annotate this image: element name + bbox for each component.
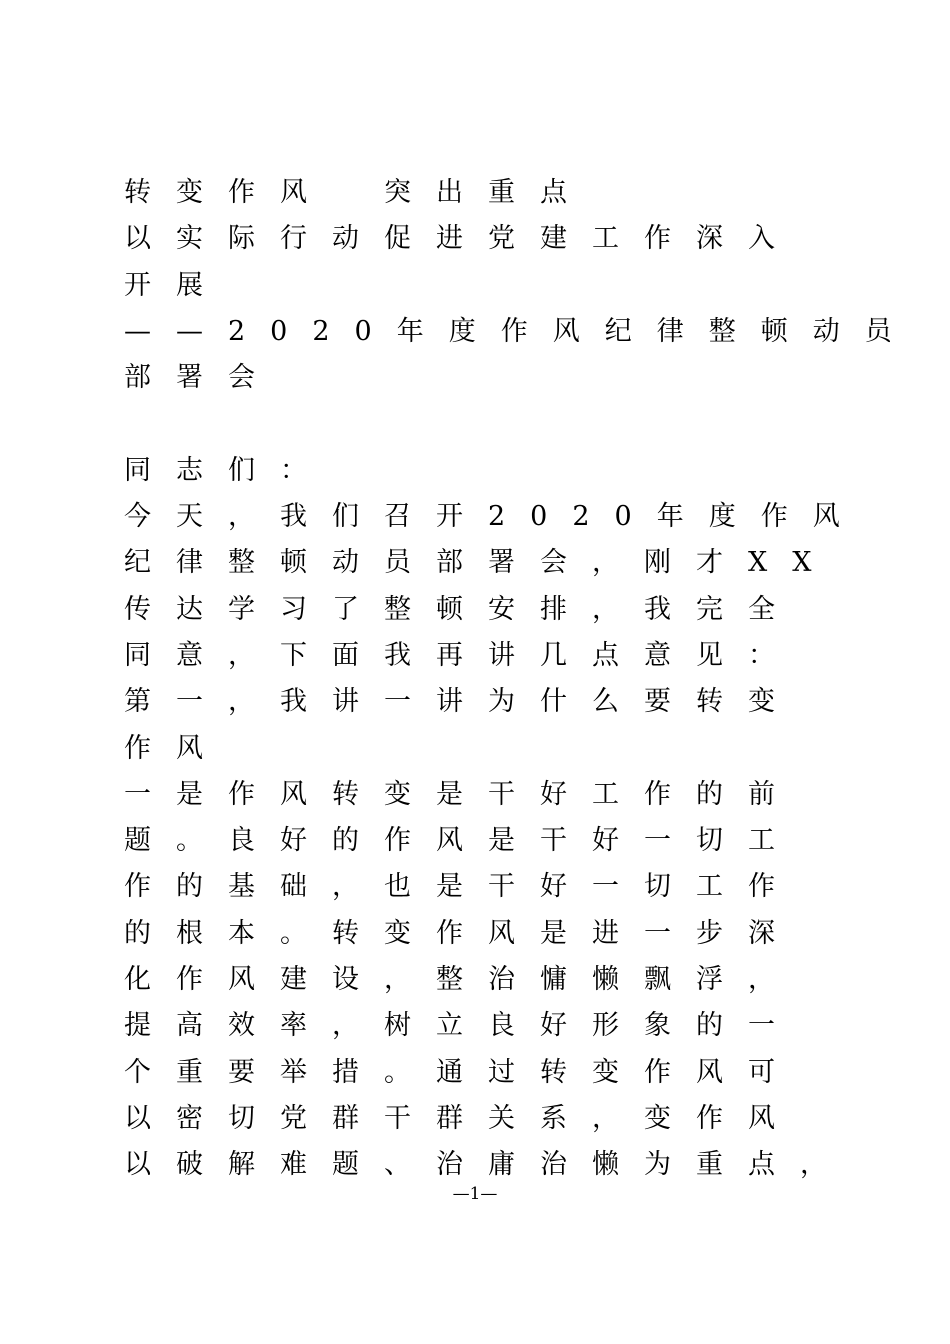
- body-line: 传达学习了整顿安排，我完全: [124, 593, 800, 625]
- body-line: 个重要举措。通过转变作风可: [124, 1056, 800, 1088]
- title-line-2: 以实际行动促进党建工作深入: [124, 223, 800, 255]
- subtitle-line-1: ——2020年度作风纪律整顿动员: [124, 315, 917, 347]
- body-line: 的根本。转变作风是进一步深: [124, 917, 800, 949]
- body-line: 一是作风转变是干好工作的前: [124, 778, 800, 810]
- title-line-1: 转变作风 突出重点: [124, 177, 592, 208]
- body-line: 同意，下面我再讲几点意见：: [124, 639, 800, 671]
- title-line-3: 开展: [124, 269, 228, 301]
- body-line: 作的基础，也是干好一切工作: [124, 871, 800, 903]
- text-block: [124, 170, 917, 1189]
- body-line: 纪律整顿动员部署会，刚才XX: [124, 547, 837, 579]
- body-line: 题。良好的作风是干好一切工: [124, 825, 800, 857]
- section-heading-line: 作风: [124, 732, 228, 764]
- body-line: 今天，我们召开2020年度作风: [124, 501, 865, 533]
- blank-line: [124, 401, 824, 447]
- body-line: 以密切党群干群关系，变作风: [124, 1102, 800, 1134]
- body-line: 提高效率，树立良好形象的一: [124, 1010, 800, 1042]
- body-line: 以破解难题、治庸治懒为重点，: [124, 1149, 852, 1181]
- page-number: —1—: [452, 1184, 498, 1204]
- subtitle-line-2: 部署会: [124, 362, 280, 394]
- body-line: 化作风建设，整治慵懒飘浮，: [124, 964, 800, 996]
- section-heading-line: 第一，我讲一讲为什么要转变: [124, 686, 800, 718]
- salutation: 同志们：: [124, 454, 332, 486]
